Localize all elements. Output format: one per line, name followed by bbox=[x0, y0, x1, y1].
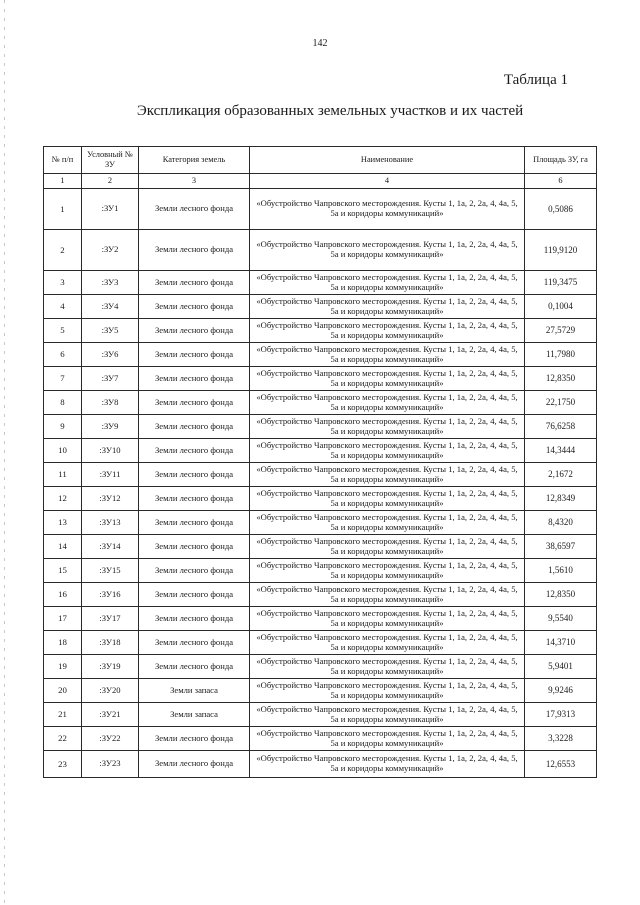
area-cell: 119,3475 bbox=[525, 271, 597, 295]
table-row bbox=[44, 391, 597, 415]
column-number: 6 bbox=[525, 174, 597, 189]
area-cell: 38,6597 bbox=[525, 535, 597, 559]
plot-code-cell: :ЗУ17 bbox=[82, 607, 139, 631]
row-number-cell: 2 bbox=[44, 230, 82, 271]
plot-name-cell: «Обустройство Чапровского месторождения. Кусты 1, 1а, 2, 2а, 4, 4а, 5, 5а и коридоры коммуникаций» bbox=[250, 703, 525, 727]
row-number-cell: 12 bbox=[44, 487, 82, 511]
plot-name-cell: «Обустройство Чапровского месторождения. Кусты 1, 1а, 2, 2а, 4, 4а, 5, 5а и коридоры коммуникаций» bbox=[250, 655, 525, 679]
area-cell: 12,6553 bbox=[525, 751, 597, 778]
table-row bbox=[44, 583, 597, 607]
area-cell: 3,3228 bbox=[525, 727, 597, 751]
area-cell: 0,1004 bbox=[525, 295, 597, 319]
plot-name-cell: «Обустройство Чапровского месторождения. Кусты 1, 1а, 2, 2а, 4, 4а, 5, 5а и коридоры коммуникаций» bbox=[250, 463, 525, 487]
plot-code-cell: :ЗУ4 bbox=[82, 295, 139, 319]
area-cell: 2,1672 bbox=[525, 463, 597, 487]
plot-code-cell: :ЗУ1 bbox=[82, 189, 139, 230]
row-number-cell: 1 bbox=[44, 189, 82, 230]
plot-name-cell: «Обустройство Чапровского месторождения. Кусты 1, 1а, 2, 2а, 4, 4а, 5, 5а и коридоры коммуникаций» bbox=[250, 391, 525, 415]
plot-name-cell: «Обустройство Чапровского месторождения. Кусты 1, 1а, 2, 2а, 4, 4а, 5, 5а и коридоры коммуникаций» bbox=[250, 535, 525, 559]
table-row bbox=[44, 511, 597, 535]
plot-name-cell: «Обустройство Чапровского месторождения. Кусты 1, 1а, 2, 2а, 4, 4а, 5, 5а и коридоры коммуникаций» bbox=[250, 189, 525, 230]
area-cell: 12,8350 bbox=[525, 367, 597, 391]
land-category-cell: Земли лесного фонда bbox=[139, 487, 250, 511]
table-row bbox=[44, 487, 597, 511]
land-category-cell: Земли запаса bbox=[139, 679, 250, 703]
row-number-cell: 22 bbox=[44, 727, 82, 751]
plot-code-cell: :ЗУ16 bbox=[82, 583, 139, 607]
table-body bbox=[44, 189, 597, 778]
table-row bbox=[44, 607, 597, 631]
plot-code-cell: :ЗУ20 bbox=[82, 679, 139, 703]
plot-name-cell: «Обустройство Чапровского месторождения. Кусты 1, 1а, 2, 2а, 4, 4а, 5, 5а и коридоры коммуникаций» bbox=[250, 631, 525, 655]
column-number: 3 bbox=[139, 174, 250, 189]
land-category-cell: Земли лесного фонда bbox=[139, 655, 250, 679]
table-row bbox=[44, 367, 597, 391]
explication-table bbox=[43, 146, 597, 778]
area-cell: 27,5729 bbox=[525, 319, 597, 343]
table-row bbox=[44, 727, 597, 751]
land-category-cell: Земли лесного фонда bbox=[139, 367, 250, 391]
plot-code-cell: :ЗУ22 bbox=[82, 727, 139, 751]
plot-name-cell: «Обустройство Чапровского месторождения. Кусты 1, 1а, 2, 2а, 4, 4а, 5, 5а и коридоры коммуникаций» bbox=[250, 679, 525, 703]
table-row bbox=[44, 230, 597, 271]
row-number-cell: 23 bbox=[44, 751, 82, 778]
plot-name-cell: «Обустройство Чапровского месторождения. Кусты 1, 1а, 2, 2а, 4, 4а, 5, 5а и коридоры коммуникаций» bbox=[250, 415, 525, 439]
land-category-cell: Земли лесного фонда bbox=[139, 583, 250, 607]
plot-name-cell: «Обустройство Чапровского месторождения. Кусты 1, 1а, 2, 2а, 4, 4а, 5, 5а и коридоры коммуникаций» bbox=[250, 559, 525, 583]
document-title: Экспликация образованных земельных участков и их частей bbox=[136, 103, 524, 119]
column-number: 2 bbox=[82, 174, 139, 189]
row-number-cell: 11 bbox=[44, 463, 82, 487]
land-category-cell: Земли лесного фонда bbox=[139, 415, 250, 439]
area-cell: 76,6258 bbox=[525, 415, 597, 439]
plot-code-cell: :ЗУ5 bbox=[82, 319, 139, 343]
table-row bbox=[44, 655, 597, 679]
plot-code-cell: :ЗУ23 bbox=[82, 751, 139, 778]
table-row bbox=[44, 703, 597, 727]
table-row bbox=[44, 463, 597, 487]
land-category-cell: Земли запаса bbox=[139, 703, 250, 727]
row-number-cell: 16 bbox=[44, 583, 82, 607]
plot-code-cell: :ЗУ6 bbox=[82, 343, 139, 367]
land-category-cell: Земли лесного фонда bbox=[139, 511, 250, 535]
row-number-cell: 10 bbox=[44, 439, 82, 463]
plot-code-cell: :ЗУ3 bbox=[82, 271, 139, 295]
area-cell: 9,9246 bbox=[525, 679, 597, 703]
plot-name-cell: «Обустройство Чапровского месторождения. Кусты 1, 1а, 2, 2а, 4, 4а, 5, 5а и коридоры коммуникаций» bbox=[250, 511, 525, 535]
plot-name-cell: «Обустройство Чапровского месторождения. Кусты 1, 1а, 2, 2а, 4, 4а, 5, 5а и коридоры коммуникаций» bbox=[250, 230, 525, 271]
plot-name-cell: «Обустройство Чапровского месторождения. Кусты 1, 1а, 2, 2а, 4, 4а, 5, 5а и коридоры коммуникаций» bbox=[250, 343, 525, 367]
row-number-cell: 18 bbox=[44, 631, 82, 655]
land-category-cell: Земли лесного фонда bbox=[139, 343, 250, 367]
plot-code-cell: :ЗУ14 bbox=[82, 535, 139, 559]
table-label: Таблица 1 bbox=[503, 72, 568, 88]
table-row bbox=[44, 319, 597, 343]
row-number-cell: 14 bbox=[44, 535, 82, 559]
table-row bbox=[44, 559, 597, 583]
plot-name-cell: «Обустройство Чапровского месторождения. Кусты 1, 1а, 2, 2а, 4, 4а, 5, 5а и коридоры коммуникаций» bbox=[250, 367, 525, 391]
area-cell: 12,8349 bbox=[525, 487, 597, 511]
page-number: 142 bbox=[312, 38, 328, 49]
header-number: № п/п bbox=[44, 147, 82, 174]
table-header-row bbox=[44, 147, 597, 174]
land-category-cell: Земли лесного фонда bbox=[139, 319, 250, 343]
plot-name-cell: «Обустройство Чапровского месторождения. Кусты 1, 1а, 2, 2а, 4, 4а, 5, 5а и коридоры коммуникаций» bbox=[250, 583, 525, 607]
row-number-cell: 19 bbox=[44, 655, 82, 679]
land-category-cell: Земли лесного фонда bbox=[139, 631, 250, 655]
table-row bbox=[44, 189, 597, 230]
land-category-cell: Земли лесного фонда bbox=[139, 607, 250, 631]
header-name: Наименование bbox=[250, 147, 525, 174]
land-category-cell: Земли лесного фонда bbox=[139, 439, 250, 463]
land-category-cell: Земли лесного фонда bbox=[139, 727, 250, 751]
area-cell: 5,9401 bbox=[525, 655, 597, 679]
plot-code-cell: :ЗУ8 bbox=[82, 391, 139, 415]
table-row bbox=[44, 343, 597, 367]
plot-code-cell: :ЗУ9 bbox=[82, 415, 139, 439]
area-cell: 14,3710 bbox=[525, 631, 597, 655]
land-category-cell: Земли лесного фонда bbox=[139, 463, 250, 487]
land-category-cell: Земли лесного фонда bbox=[139, 751, 250, 778]
row-number-cell: 6 bbox=[44, 343, 82, 367]
area-cell: 14,3444 bbox=[525, 439, 597, 463]
row-number-cell: 3 bbox=[44, 271, 82, 295]
header-land-category: Категория земель bbox=[139, 147, 250, 174]
plot-name-cell: «Обустройство Чапровского месторождения. Кусты 1, 1а, 2, 2а, 4, 4а, 5, 5а и коридоры коммуникаций» bbox=[250, 271, 525, 295]
plot-name-cell: «Обустройство Чапровского месторождения. Кусты 1, 1а, 2, 2а, 4, 4а, 5, 5а и коридоры коммуникаций» bbox=[250, 727, 525, 751]
land-category-cell: Земли лесного фонда bbox=[139, 230, 250, 271]
area-cell: 11,7980 bbox=[525, 343, 597, 367]
area-cell: 17,9313 bbox=[525, 703, 597, 727]
plot-name-cell: «Обустройство Чапровского месторождения. Кусты 1, 1а, 2, 2а, 4, 4а, 5, 5а и коридоры коммуникаций» bbox=[250, 439, 525, 463]
plot-code-cell: :ЗУ19 bbox=[82, 655, 139, 679]
row-number-cell: 20 bbox=[44, 679, 82, 703]
plot-name-cell: «Обустройство Чапровского месторождения. Кусты 1, 1а, 2, 2а, 4, 4а, 5, 5а и коридоры коммуникаций» bbox=[250, 607, 525, 631]
scan-edge-line bbox=[4, 0, 5, 905]
row-number-cell: 7 bbox=[44, 367, 82, 391]
plot-name-cell: «Обустройство Чапровского месторождения. Кусты 1, 1а, 2, 2а, 4, 4а, 5, 5а и коридоры коммуникаций» bbox=[250, 751, 525, 778]
land-category-cell: Земли лесного фонда bbox=[139, 271, 250, 295]
land-category-cell: Земли лесного фонда bbox=[139, 559, 250, 583]
header-plot-code: Условный № ЗУ bbox=[82, 147, 139, 174]
plot-code-cell: :ЗУ12 bbox=[82, 487, 139, 511]
plot-code-cell: :ЗУ11 bbox=[82, 463, 139, 487]
area-cell: 9,5540 bbox=[525, 607, 597, 631]
land-category-cell: Земли лесного фонда bbox=[139, 295, 250, 319]
row-number-cell: 15 bbox=[44, 559, 82, 583]
area-cell: 119,9120 bbox=[525, 230, 597, 271]
row-number-cell: 5 bbox=[44, 319, 82, 343]
row-number-cell: 13 bbox=[44, 511, 82, 535]
land-category-cell: Земли лесного фонда bbox=[139, 391, 250, 415]
row-number-cell: 17 bbox=[44, 607, 82, 631]
row-number-cell: 21 bbox=[44, 703, 82, 727]
area-cell: 22,1750 bbox=[525, 391, 597, 415]
plot-code-cell: :ЗУ15 bbox=[82, 559, 139, 583]
row-number-cell: 9 bbox=[44, 415, 82, 439]
table-row bbox=[44, 271, 597, 295]
area-cell: 8,4320 bbox=[525, 511, 597, 535]
plot-code-cell: :ЗУ10 bbox=[82, 439, 139, 463]
column-number-row bbox=[44, 174, 597, 189]
plot-code-cell: :ЗУ2 bbox=[82, 230, 139, 271]
table-row bbox=[44, 439, 597, 463]
plot-code-cell: :ЗУ7 bbox=[82, 367, 139, 391]
plot-name-cell: «Обустройство Чапровского месторождения. Кусты 1, 1а, 2, 2а, 4, 4а, 5, 5а и коридоры коммуникаций» bbox=[250, 487, 525, 511]
header-area: Площадь ЗУ, га bbox=[525, 147, 597, 174]
column-number: 1 bbox=[44, 174, 82, 189]
table-row bbox=[44, 751, 597, 778]
plot-name-cell: «Обустройство Чапровского месторождения. Кусты 1, 1а, 2, 2а, 4, 4а, 5, 5а и коридоры коммуникаций» bbox=[250, 319, 525, 343]
table-row bbox=[44, 679, 597, 703]
table-row bbox=[44, 295, 597, 319]
plot-code-cell: :ЗУ21 bbox=[82, 703, 139, 727]
area-cell: 1,5610 bbox=[525, 559, 597, 583]
column-number: 4 bbox=[250, 174, 525, 189]
row-number-cell: 8 bbox=[44, 391, 82, 415]
land-category-cell: Земли лесного фонда bbox=[139, 189, 250, 230]
row-number-cell: 4 bbox=[44, 295, 82, 319]
table-row bbox=[44, 415, 597, 439]
land-category-cell: Земли лесного фонда bbox=[139, 535, 250, 559]
area-cell: 12,8350 bbox=[525, 583, 597, 607]
plot-code-cell: :ЗУ18 bbox=[82, 631, 139, 655]
table-row bbox=[44, 631, 597, 655]
area-cell: 0,5086 bbox=[525, 189, 597, 230]
plot-name-cell: «Обустройство Чапровского месторождения. Кусты 1, 1а, 2, 2а, 4, 4а, 5, 5а и коридоры коммуникаций» bbox=[250, 295, 525, 319]
plot-code-cell: :ЗУ13 bbox=[82, 511, 139, 535]
table-row bbox=[44, 535, 597, 559]
